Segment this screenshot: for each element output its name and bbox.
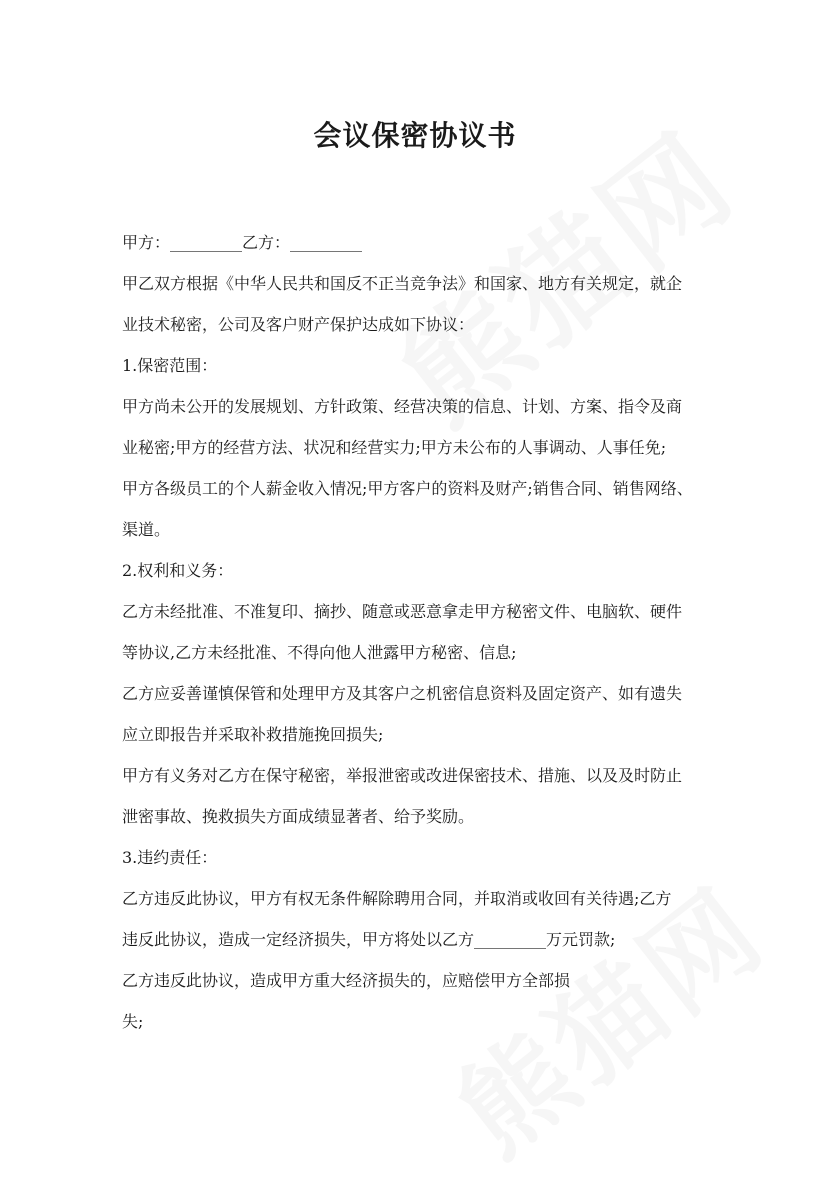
body-line: 违反此协议，造成一定经济损失，甲方将处以乙方_________万元罚款; [122,930,616,949]
body-line: 业秘密;甲方的经营方法、状况和经营实力;甲方未公布的人事调动、人事任免; [122,438,667,457]
body-line: 甲方尚未公开的发展规划、方针政策、经营决策的信息、计划、方案、指令及商 [122,397,683,416]
party-line: 甲方：_________乙方：_________ [122,233,363,252]
body-line: 等协议,乙方未经批准、不得向他人泄露甲方秘密、信息; [122,643,517,662]
body-line: 乙方违反此协议，甲方有权无条件解除聘用合同，并取消或收回有关待遇;乙方 [122,889,672,908]
body-line: 乙方应妥善谨慎保管和处理甲方及其客户之机密信息资料及固定资产、如有遗失 [122,684,683,703]
body-line: 甲方各级员工的个人薪金收入情况;甲方客户的资料及财产;销售合同、销售网络、 [122,479,693,498]
body-line: 业技术秘密，公司及客户财产保护达成如下协议： [122,315,475,334]
document-body [122,222,722,1042]
section-heading: 3.违约责任： [122,848,218,867]
section-heading: 1.保密范围： [122,356,218,375]
document-title: 会议保密协议书 [313,119,517,152]
section-heading: 2.权利和义务： [122,561,234,580]
body-line: 应立即报告并采取补救措施挽回损失; [122,725,384,744]
body-line: 泄密事故、挽救损失方面成绩显著者、给予奖励。 [122,807,475,826]
body-line: 甲方有义务对乙方在保守秘密，举报泄密或改进保密技术、措施、以及及时防止 [122,766,683,785]
body-line: 渠道。 [122,520,171,539]
body-line: 乙方违反此协议，造成甲方重大经济损失的，应赔偿甲方全部损 [122,971,571,990]
body-line: 甲乙双方根据《中华人民共和国反不正当竞争法》和国家、地方有关规定，就企 [122,274,683,293]
body-line: 乙方未经批准、不准复印、摘抄、随意或恶意拿走甲方秘密文件、电脑软、硬件 [122,602,683,621]
body-line: 失; [122,1012,144,1031]
